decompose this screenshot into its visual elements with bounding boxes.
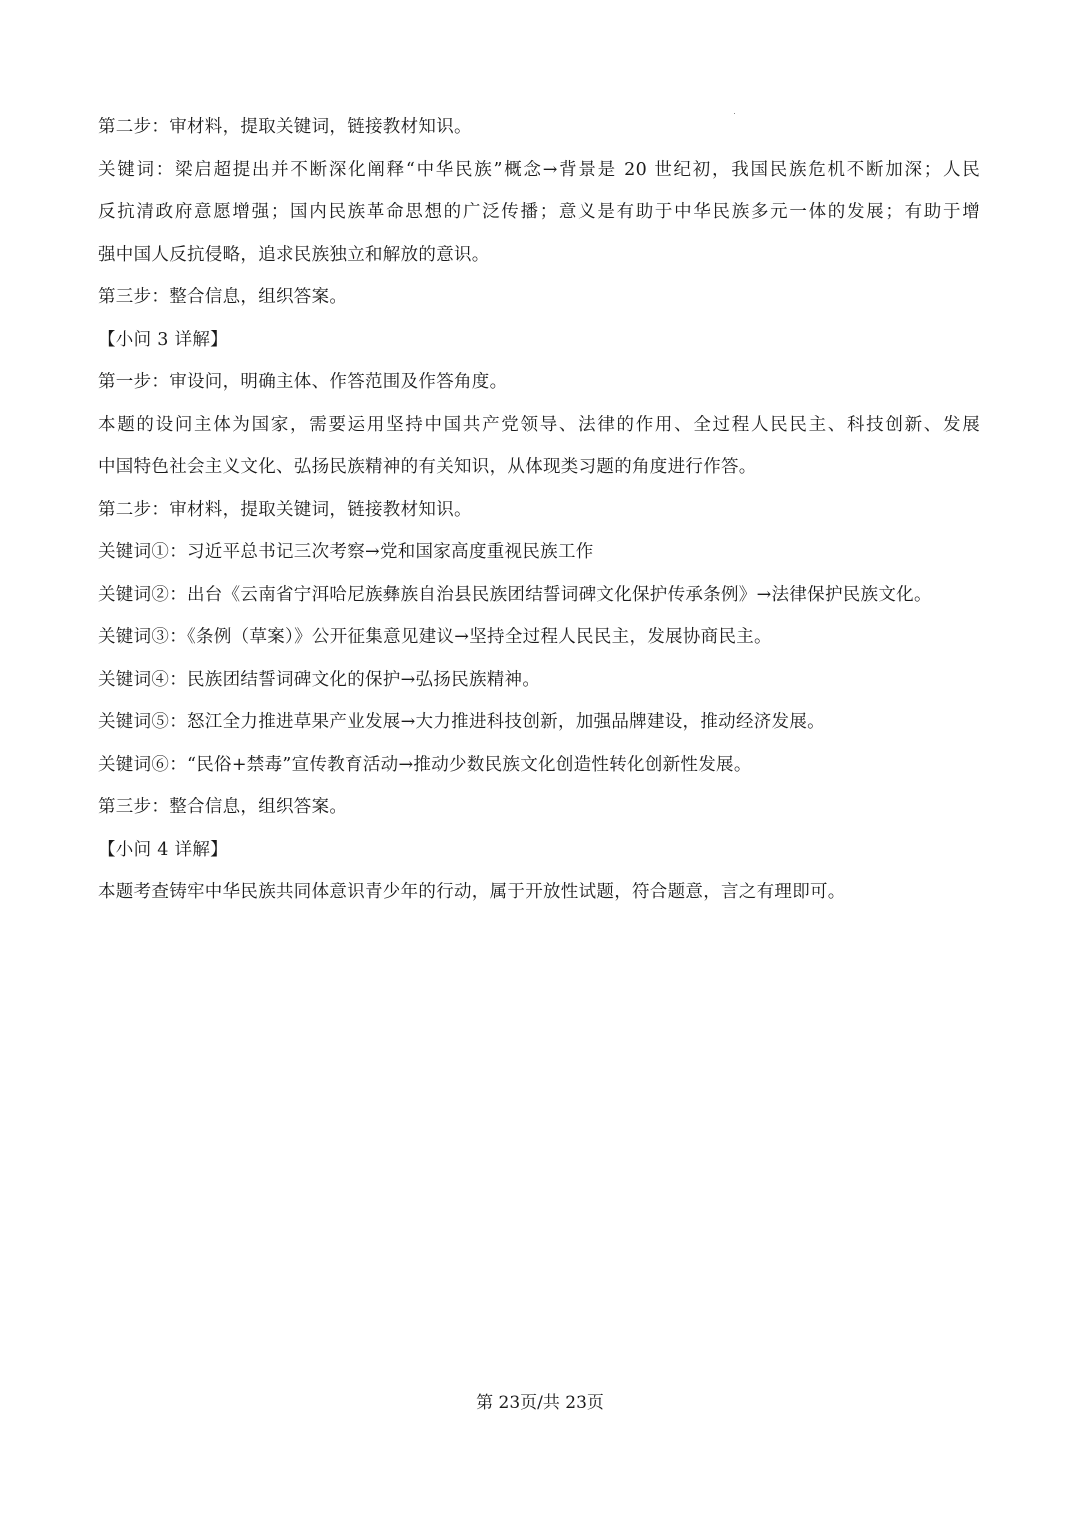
page-footer: 第 23页/共 23页 [476, 1393, 604, 1413]
sub-question-3-heading: 【小问 3 详解】 [98, 329, 228, 350]
document-body [98, 106, 998, 914]
keyword-item-2: 关键词②：出台《云南省宁洱哈尼族彝族自治县民族团结誓词碑文化保护传承条例》→法律保护民族文化。 [98, 584, 932, 605]
analysis-paragraph-line: 本题的设问主体为国家，需要运用坚持中国共产党领导、法律的作用、全过程人民民主、科技创新、发展 [98, 414, 980, 435]
keyword-item-6: 关键词⑥：“民俗+禁毒”宣传教育活动→推动少数民族文化创造性转化创新性发展。 [98, 754, 752, 775]
analysis-paragraph-line: 中国特色社会主义文化、弘扬民族精神的有关知识，从体现类习题的角度进行作答。 [98, 457, 757, 477]
keyword-item-4: 关键词④：民族团结誓词碑文化的保护→弘扬民族精神。 [98, 669, 541, 690]
keyword-item-3: 关键词③：《条例（草案）》公开征集意见建议→坚持全过程人民民主，发展协商民主。 [98, 627, 772, 647]
keyword-paragraph-line: 强中国人反抗侵略，追求民族独立和解放的意识。 [98, 244, 490, 265]
keyword-paragraph-line: 反抗清政府意愿增强；国内民族革命思想的广泛传播；意义是有助于中华民族多元一体的发展；有助于增 [98, 202, 980, 222]
answer-paragraph: 本题考查铸牢中华民族共同体意识青少年的行动，属于开放性试题，符合题意，言之有理即可。 [98, 882, 846, 902]
step-2-heading: 第二步：审材料，提取关键词，链接教材知识。 [98, 499, 472, 520]
step-1-heading: 第一步：审设问，明确主体、作答范围及作答角度。 [98, 372, 508, 392]
keyword-paragraph-line: 关键词：梁启超提出并不断深化阐释“中华民族”概念→背景是 20 世纪初，我国民族危机不断加深；人民 [98, 159, 980, 180]
step-3-heading: 第三步：整合信息，组织答案。 [98, 287, 348, 307]
keyword-item-1: 关键词①：习近平总书记三次考察→党和国家高度重视民族工作 [98, 542, 594, 562]
step-3-heading: 第三步：整合信息，组织答案。 [98, 797, 348, 817]
keyword-item-5: 关键词⑤：怒江全力推进草果产业发展→大力推进科技创新，加强品牌建设，推动经济发展。 [98, 712, 825, 732]
step-2-heading: 第二步：审材料，提取关键词，链接教材知识。 [98, 117, 472, 137]
sub-question-4-heading: 【小问 4 详解】 [98, 839, 228, 860]
